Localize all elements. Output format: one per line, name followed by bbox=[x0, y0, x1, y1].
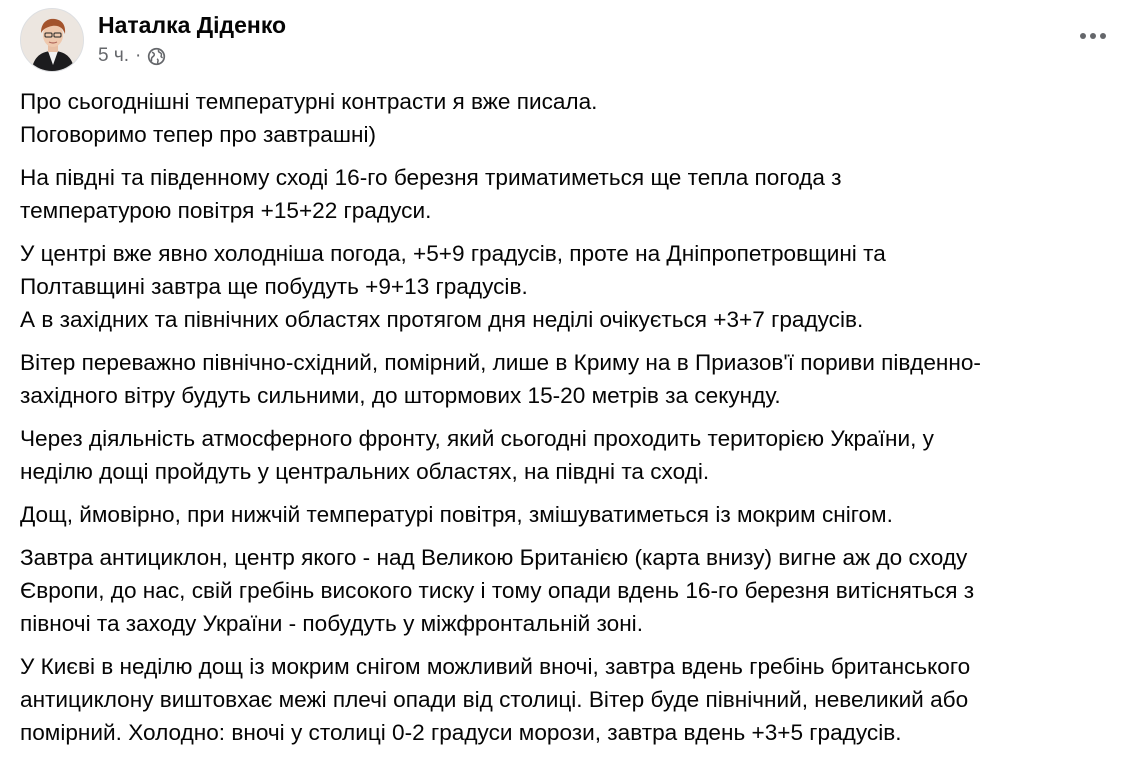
post-header bbox=[20, 8, 1110, 72]
author-avatar[interactable] bbox=[20, 8, 84, 72]
globe-icon[interactable] bbox=[147, 47, 166, 66]
paragraph-line: антициклону виштовхає межі плечі опади від столиці. Вітер буде північний, невеликий або bbox=[20, 687, 969, 712]
author-name[interactable]: Наталка Діденко bbox=[98, 12, 287, 38]
post-paragraph bbox=[20, 85, 1120, 151]
paragraph-line: помірний. Холодно: вночі у столиці 0-2 градуси морози, завтра вдень +3+5 градусів. bbox=[20, 720, 902, 745]
paragraph-line: Дощ, ймовірно, при нижчій температурі повітря, змішуватиметься із мокрим снігом. bbox=[20, 502, 893, 527]
paragraph-line: Про сьогоднішні температурні контрасти я вже писала. bbox=[20, 89, 598, 114]
post-paragraph bbox=[20, 422, 1120, 488]
meta-separator: · bbox=[135, 45, 142, 66]
paragraph-line: Європи, до нас, свій гребінь високого тиску і тому опади вдень 16-го березня витісняться з bbox=[20, 578, 975, 603]
paragraph-line: неділю дощі пройдуть у центральних областях, на півдні та сході. bbox=[20, 459, 710, 484]
paragraph-line: температурою повітря +15+22 градуси. bbox=[20, 198, 432, 223]
avatar-photo bbox=[21, 9, 84, 72]
post-timestamp[interactable]: 5 ч. bbox=[98, 45, 130, 66]
paragraph-line: А в західних та північних областях протягом дня неділі очікується +3+7 градусів. bbox=[20, 307, 864, 332]
post-paragraph bbox=[20, 650, 1120, 749]
paragraph-line: Завтра антициклон, центр якого - над Великою Британією (карта внизу) вигне аж до сходу bbox=[20, 545, 968, 570]
more-horizontal-icon bbox=[1079, 32, 1107, 40]
post-paragraph bbox=[20, 161, 1120, 227]
post-paragraph bbox=[20, 498, 1120, 531]
post-paragraph bbox=[20, 541, 1120, 640]
paragraph-line: Полтавщині завтра ще побудуть +9+13 градусів. bbox=[20, 274, 528, 299]
paragraph-line: На півдні та південному сході 16-го березня триматиметься ще тепла погода з bbox=[20, 165, 842, 190]
paragraph-line: У центрі вже явно холодніша погода, +5+9 градусів, проте на Дніпропетровщині та bbox=[20, 241, 886, 266]
post-paragraph bbox=[20, 237, 1120, 336]
paragraph-line: Вітер переважно північно-східний, помірний, лише в Криму на в Приазов'ї пориви південно- bbox=[20, 350, 981, 375]
paragraph-line: Поговоримо тепер про завтрашні) bbox=[20, 122, 376, 147]
paragraph-line: У Києві в неділю дощ із мокрим снігом можливий вночі, завтра вдень гребінь британського bbox=[20, 654, 971, 679]
paragraph-line: півночі та заходу України - побудуть у міжфронтальній зоні. bbox=[20, 611, 643, 636]
paragraph-line: західного вітру будуть сильними, до штормових 15-20 метрів за секунду. bbox=[20, 383, 781, 408]
post-text bbox=[20, 85, 1120, 759]
more-options-button[interactable] bbox=[1076, 22, 1110, 50]
post-meta bbox=[98, 45, 166, 67]
post-paragraph bbox=[20, 346, 1120, 412]
paragraph-line: Через діяльність атмосферного фронту, який сьогодні проходить територією України, у bbox=[20, 426, 934, 451]
